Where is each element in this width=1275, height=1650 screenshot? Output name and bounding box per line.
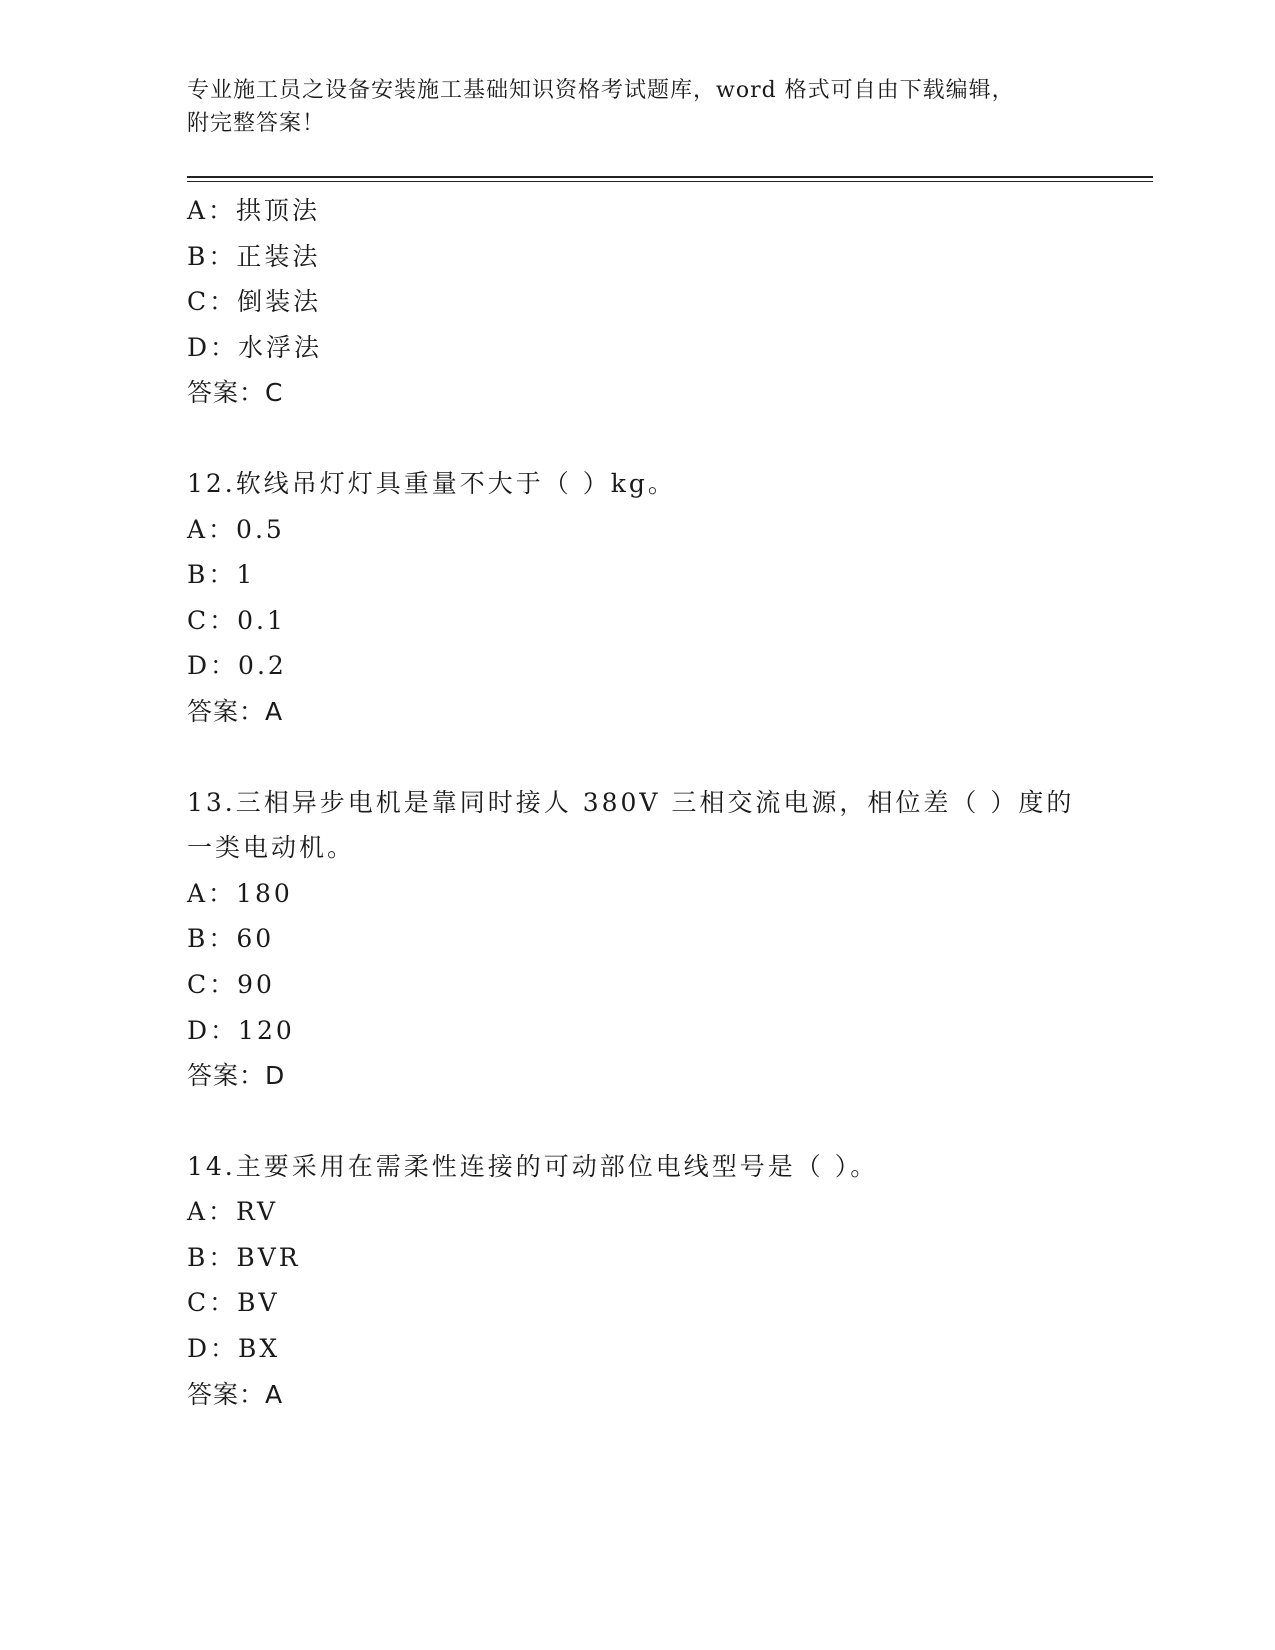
option-d: D：0.2 [187, 651, 287, 681]
question-13 [187, 780, 1087, 1099]
document-header [187, 74, 1087, 140]
option-d: D：120 [187, 1015, 295, 1045]
answer: 答案：A [187, 1379, 284, 1409]
option-c: C：0.1 [187, 605, 286, 635]
question-14 [187, 1144, 1087, 1418]
option-b: B：BVR [187, 1242, 301, 1272]
option-c: C：倒装法 [187, 287, 322, 317]
header-line-2: 附完整答案！ [187, 111, 326, 136]
header-divider-top [187, 176, 1153, 178]
spacer [187, 1099, 1087, 1144]
option-c: C：BV [187, 1288, 280, 1318]
spacer [187, 416, 1087, 461]
question-12 [187, 461, 1087, 735]
option-a: A：拱顶法 [187, 196, 321, 225]
header-divider-bottom [187, 181, 1153, 182]
option-a: A：0.5 [187, 514, 285, 544]
option-d: D：BX [187, 1334, 281, 1364]
option-b: B：60 [187, 924, 275, 954]
question-stem-line-2: 一类电动机。 [187, 833, 356, 863]
header-line-1: 专业施工员之设备安装施工基础知识资格考试题库，word 格式可自由下载编辑， [187, 78, 1015, 103]
option-a: A：180 [187, 878, 293, 908]
question-stem: 14.主要采用在需柔性连接的可动部位电线型号是（ ）。 [187, 1151, 879, 1181]
question-11 [187, 188, 1087, 416]
option-a: A：RV [187, 1197, 279, 1227]
option-c: C：90 [187, 969, 275, 999]
question-list [187, 188, 1087, 1417]
answer: 答案：A [187, 696, 284, 726]
answer: 答案：C [187, 378, 284, 408]
question-stem-line-1: 13.三相异步电机是靠同时接人 380V 三相交流电源，相位差（ ）度的 [187, 787, 1075, 817]
spacer [187, 735, 1087, 780]
option-b: B：1 [187, 560, 256, 590]
question-stem: 12.软线吊灯灯具重量不大于（ ）kg。 [187, 468, 676, 498]
answer: 答案：D [187, 1061, 286, 1091]
option-b: B：正装法 [187, 241, 321, 271]
option-d: D：水浮法 [187, 332, 323, 362]
